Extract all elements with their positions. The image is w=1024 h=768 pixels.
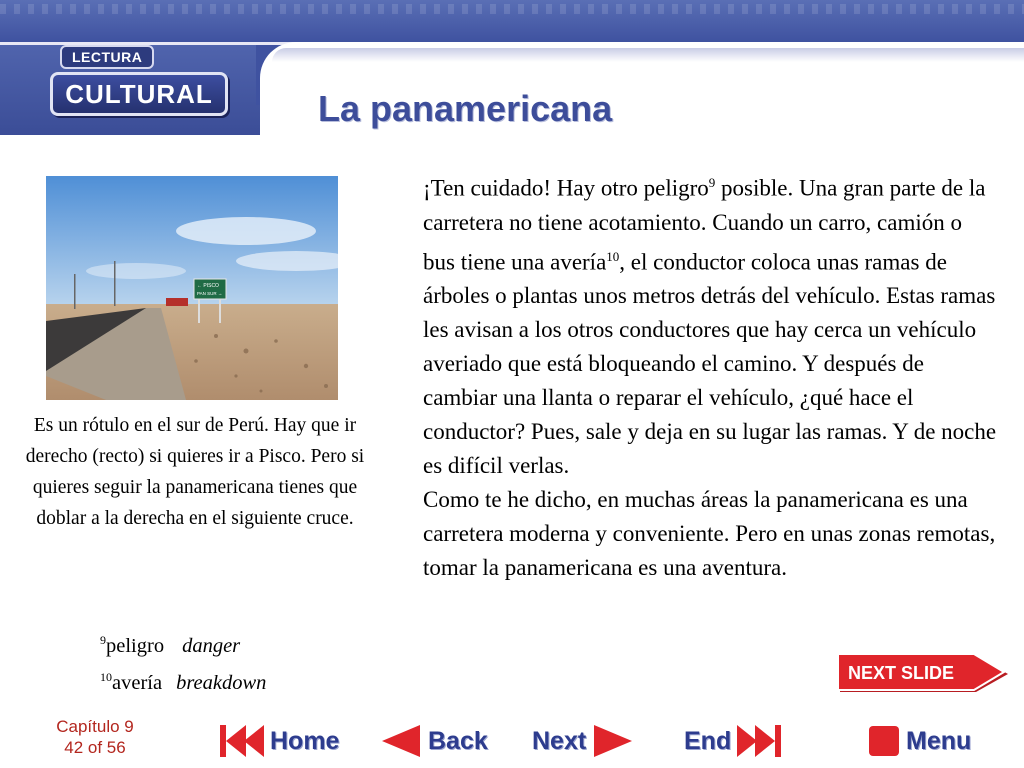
fast-forward-icon: [735, 721, 785, 761]
glossary: [100, 625, 360, 699]
square-stop-icon: [866, 723, 902, 759]
end-label: End: [684, 726, 732, 755]
glossary-translation: breakdown: [176, 671, 267, 694]
chapter-label: Capítulo 9: [56, 717, 134, 736]
glossary-item: $^{10}$avería breakdown: [100, 669, 267, 694]
reading-text: [393, 166, 998, 585]
paragraph-1: ¡Ten cuidado! Hay otro peligro$^9$ posible. Una gran parte de la carretera no tiene acotamiento. Cuando un carro, camión o bus tiene una avería$^{10}$, el conductor coloca unas ramas de árboles o plantas unos metros detrás del vehículo. Estas ramas les avisan a los otros conductores que hay cerca un vehículo averiado que está bloqueando el camino. Y después de cambiar una llanta o reparar el vehículo, ¿qué hace el conductor? Pues, sale y deja en su lugar las ramas. Y de noche es difícil verlas.: [423, 175, 997, 479]
sign-text-pansur: PAN SUR →: [197, 291, 223, 296]
home-button[interactable]: [216, 718, 343, 764]
right-arrow-icon: [590, 721, 636, 761]
rewind-icon: [216, 721, 266, 761]
next-button[interactable]: [528, 718, 636, 764]
left-arrow-icon: [378, 721, 424, 761]
home-label: Home: [270, 726, 340, 755]
next-slide-button[interactable]: [838, 652, 1010, 696]
road-sign-photo: [46, 176, 338, 400]
menu-button[interactable]: [866, 718, 975, 764]
sign-text-pisco: ← PISCO: [197, 283, 219, 289]
end-button[interactable]: [680, 718, 785, 764]
glossary-translation: danger: [182, 634, 241, 657]
slide-header: [0, 0, 1024, 150]
menu-label: Menu: [906, 726, 972, 755]
glossary-word: avería: [112, 671, 163, 694]
glossary-word: peligro: [106, 634, 165, 657]
chapter-info: [40, 716, 150, 758]
next-label: Next: [532, 726, 587, 755]
back-label: Back: [428, 726, 488, 755]
logo-lectura: LECTURA: [60, 45, 154, 69]
glossary-item: $^9$peligro danger: [100, 633, 241, 657]
page-title: La panamericana: [318, 88, 613, 129]
header-band: [0, 0, 1024, 45]
paragraph-2: Como te he dicho, en muchas áreas la panamericana es una carretera moderna y conveniente. Pero en unas zonas remotas, tomar la panamericana es una aventura.: [423, 487, 996, 581]
next-slide-label: NEXT SLIDE: [848, 663, 955, 683]
photo-caption: Es un rótulo en el sur de Perú. Hay que ir derecho (recto) si quieres ir a Pisco. Pero si quieres seguir la panamericana tienes que doblar a la derecha en el siguiente cruce.: [25, 415, 365, 529]
back-button[interactable]: [378, 718, 492, 764]
page-counter: 42 of 56: [64, 738, 126, 757]
logo-cultural: CULTURAL: [50, 72, 228, 116]
